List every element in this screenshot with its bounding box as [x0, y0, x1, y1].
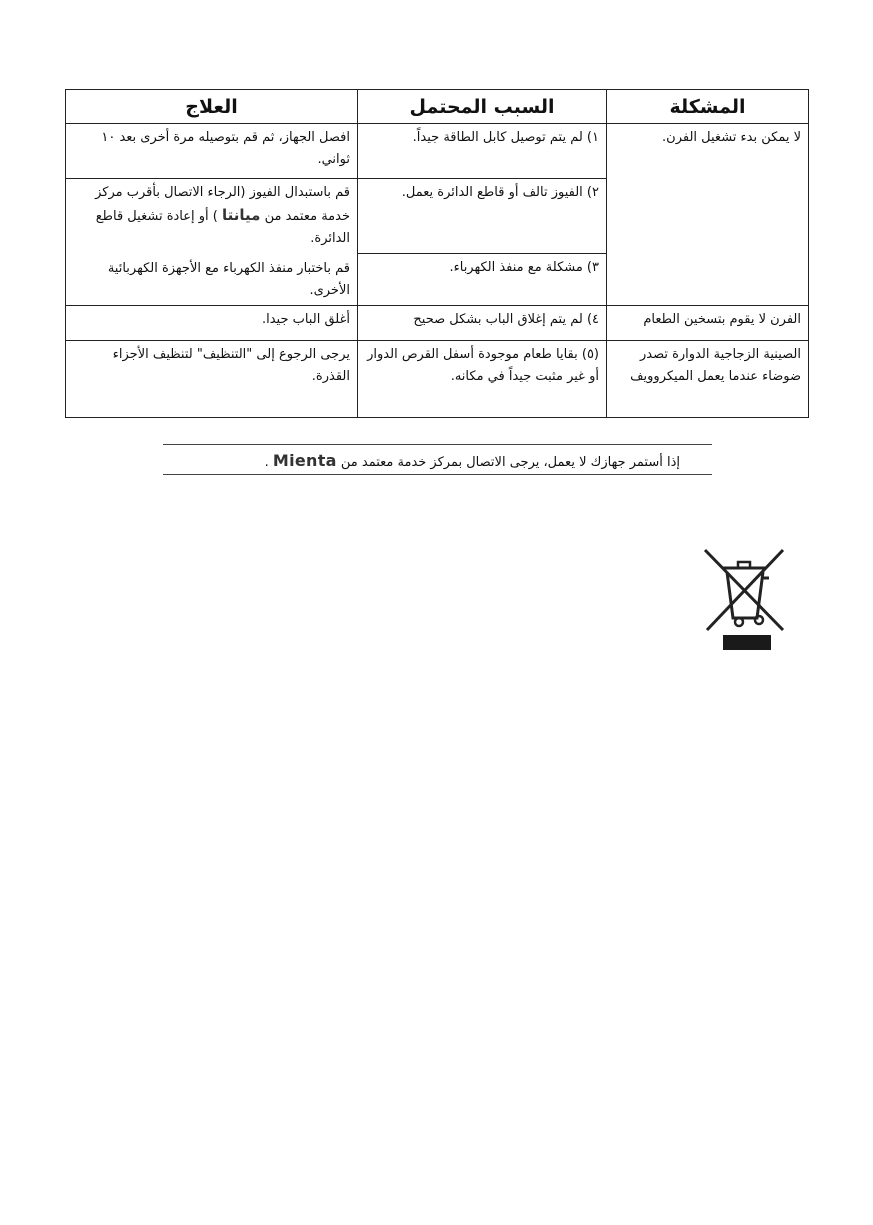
header-cause: السبب المحتمل	[358, 90, 607, 124]
problem-cell-3: الصينية الزجاجية الدوارة تصدر ضوضاء عندما يعمل الميكروويف	[607, 341, 809, 418]
remedy-cell-2-3	[66, 179, 358, 306]
table-row	[66, 306, 809, 341]
table-row	[66, 124, 809, 179]
remedy-fuse	[72, 182, 350, 250]
troubleshooting-table	[65, 89, 809, 418]
cause-cell-1: ١) لم يتم توصيل كابل الطاقة جيداً.	[358, 124, 607, 179]
remedy-cell-5: يرجى الرجوع إلى "التنظيف" لتنظيف الأجزاء القذرة.	[66, 341, 358, 418]
weee-crossed-bin-icon	[703, 548, 787, 652]
service-note-end: .	[264, 455, 269, 470]
brand-arabic: ميانتا	[222, 206, 261, 224]
remedy-fuse-text: قم باستبدال الفيوز (الرجاء الاتصال بأقرب مركز خدمة معتمد من	[95, 185, 350, 224]
problem-cell-2: الفرن لا يقوم بتسخين الطعام	[607, 306, 809, 341]
remedy-cell-4: أغلق الباب جيدا.	[66, 306, 358, 341]
service-note-text: إذا أستمر جهازك لا يعمل، يرجى الاتصال بمركز خدمة معتمد من	[340, 455, 680, 470]
header-remedy: العلاج	[66, 90, 358, 124]
cause-cell-5: (٥) بقايا طعام موجودة أسفل القرص الدوار أو غير مثبت جيداً في مكانه.	[358, 341, 607, 418]
cause-cell-4: ٤) لم يتم إغلاق الباب بشكل صحيح	[358, 306, 607, 341]
remedy-outlet: قم باختبار منفذ الكهرباء مع الأجهزة الكهربائية الأخرى.	[107, 261, 350, 298]
service-note	[163, 444, 712, 475]
brand-logo-mienta: Mienta	[272, 451, 337, 470]
table-row	[66, 341, 809, 418]
cause-cell-3: ٣) مشكلة مع منفذ الكهرباء.	[358, 254, 607, 306]
cause-cell-2: ٢) الفيوز تالف أو قاطع الدائرة يعمل.	[358, 179, 607, 254]
problem-cell-1: لا يمكن بدء تشغيل الفرن.	[607, 124, 809, 306]
header-problem: المشكلة	[607, 90, 809, 124]
table-header-row	[66, 90, 809, 124]
remedy-fuse-text-end: ) أو إعادة تشغيل قاطع الدائرة.	[95, 209, 350, 246]
remedy-cell-1: افصل الجهاز، ثم قم بتوصيله مرة أخرى بعد ١٠ ثواني.	[66, 124, 358, 179]
